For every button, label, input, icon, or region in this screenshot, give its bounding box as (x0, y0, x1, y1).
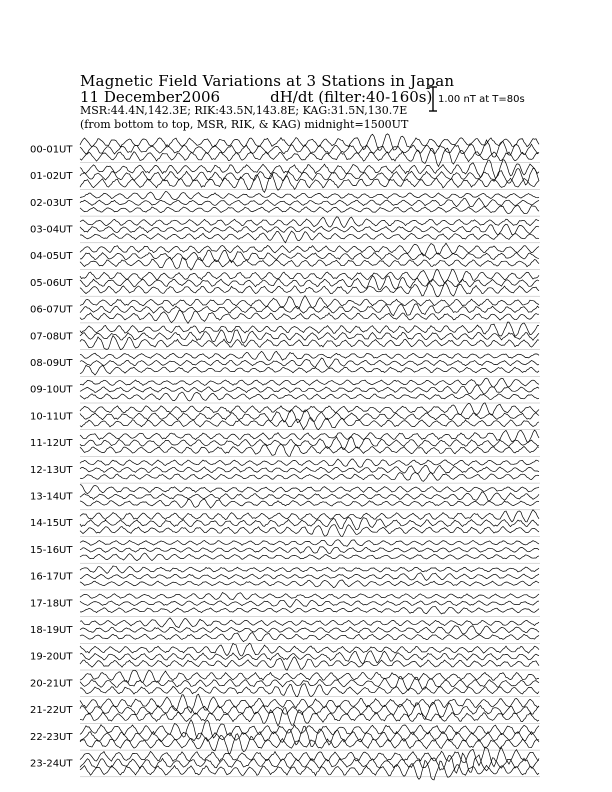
row-label: 01-02UT (30, 171, 73, 183)
row-label: 21-22UT (30, 705, 73, 717)
waveform-trace-kag (80, 720, 539, 739)
waveform-trace-msr (80, 684, 539, 697)
row-label: 05-06UT (30, 277, 73, 289)
waveform-trace-kag (80, 378, 539, 387)
waveform-trace-rik (80, 677, 539, 691)
waveform-trace-kag (80, 540, 539, 547)
waveform-trace-kag (80, 459, 539, 467)
waveform-trace-msr (80, 444, 539, 456)
waveform-trace-kag (80, 566, 539, 573)
date-label: 11 December2006 (80, 88, 221, 106)
waveform-trace-rik (80, 198, 539, 207)
waveform-trace-msr (80, 365, 539, 375)
row-label: 18-19UT (30, 624, 73, 636)
waveform-trace-rik (80, 726, 539, 746)
waveform-trace-kag (80, 430, 539, 442)
row-label: 14-15UT (30, 518, 73, 530)
row-label: 00-01UT (30, 144, 73, 156)
waveform-trace-msr (80, 257, 539, 270)
waveform-trace-kag (80, 694, 539, 713)
waveform-trace-kag (80, 510, 539, 522)
waveform-trace-rik (80, 358, 539, 368)
waveform-trace-rik (80, 651, 539, 664)
waveform-trace-rik (80, 702, 539, 719)
waveform-trace-rik (80, 518, 539, 530)
row-label: 02-03UT (30, 197, 73, 209)
waveform-trace-kag (80, 322, 539, 336)
waveform-trace-rik (80, 385, 539, 394)
row-label: 04-05UT (30, 251, 73, 263)
waveform-trace-kag (80, 192, 539, 200)
row-label: 20-21UT (30, 678, 73, 690)
chart-title: Magnetic Field Variations at 3 Stations in Japan (80, 72, 455, 90)
row-label: 15-16UT (30, 544, 73, 556)
waveform-trace-rik (80, 492, 539, 501)
row-label: 08-09UT (30, 357, 73, 369)
waveform-trace-kag (80, 670, 539, 682)
row-label: 23-24UT (30, 758, 73, 770)
waveform-trace-kag (80, 643, 539, 656)
row-label: 17-18UT (30, 598, 73, 610)
waveform-trace-kag (80, 269, 539, 283)
waveform-trace-msr (80, 472, 539, 481)
order-note: (from bottom to top, MSR, RIK, & KAG) midnight=1500UT (80, 118, 409, 131)
row-label: 10-11UT (30, 411, 73, 423)
component-label: dH/dt (filter:40-160s) (270, 88, 433, 106)
waveform-trace-msr (80, 553, 539, 561)
waveform-trace-msr (80, 633, 539, 642)
waveform-trace-kag (80, 485, 539, 494)
row-label: 19-20UT (30, 651, 73, 663)
row-label: 03-04UT (30, 224, 73, 236)
row-label: 12-13UT (30, 464, 73, 476)
row-label: 06-07UT (30, 304, 73, 316)
waveform-trace-msr (80, 734, 539, 754)
waveform-trace-msr (80, 607, 539, 614)
waveform-trace-rik (80, 224, 539, 235)
waveform-trace-rik (80, 753, 539, 773)
waveform-trace-rik (80, 599, 539, 607)
waveform-trace-rik (80, 168, 539, 185)
waveform-trace-msr (80, 418, 539, 430)
waveform-trace-kag (80, 217, 539, 228)
waveform-trace-msr (80, 657, 539, 670)
waveform-trace-msr (80, 499, 539, 508)
waveform-trace-kag (80, 351, 539, 360)
waveform-trace-msr (80, 283, 539, 297)
waveform-trace-rik (80, 626, 539, 635)
row-label: 16-17UT (30, 571, 73, 583)
waveform-trace-kag (80, 403, 539, 416)
row-label: 07-08UT (30, 331, 73, 343)
waveform-trace-rik (80, 140, 539, 157)
waveform-trace-rik (80, 547, 539, 554)
waveform-trace-rik (80, 276, 539, 290)
waveform-trace-kag (80, 618, 539, 628)
waveform-trace-rik (80, 465, 539, 473)
waveform-trace-rik (80, 304, 539, 316)
row-label: 22-23UT (30, 731, 73, 743)
station-coordinates: MSR:44.4N,142.3E; RIK:43.5N,143.8E; KAG:31.5N,130.7E (80, 104, 408, 117)
waveform-trace-msr (80, 525, 539, 537)
waveform-trace-kag (80, 593, 539, 600)
waveform-trace-msr (80, 580, 539, 588)
scale-label: 1.00 nT at T=80s (438, 94, 525, 105)
row-label: 09-10UT (30, 384, 73, 396)
waveform-trace-rik (80, 573, 539, 581)
row-label: 11-12UT (30, 438, 73, 450)
row-label: 13-14UT (30, 491, 73, 503)
waveform-trace-msr (80, 231, 539, 243)
